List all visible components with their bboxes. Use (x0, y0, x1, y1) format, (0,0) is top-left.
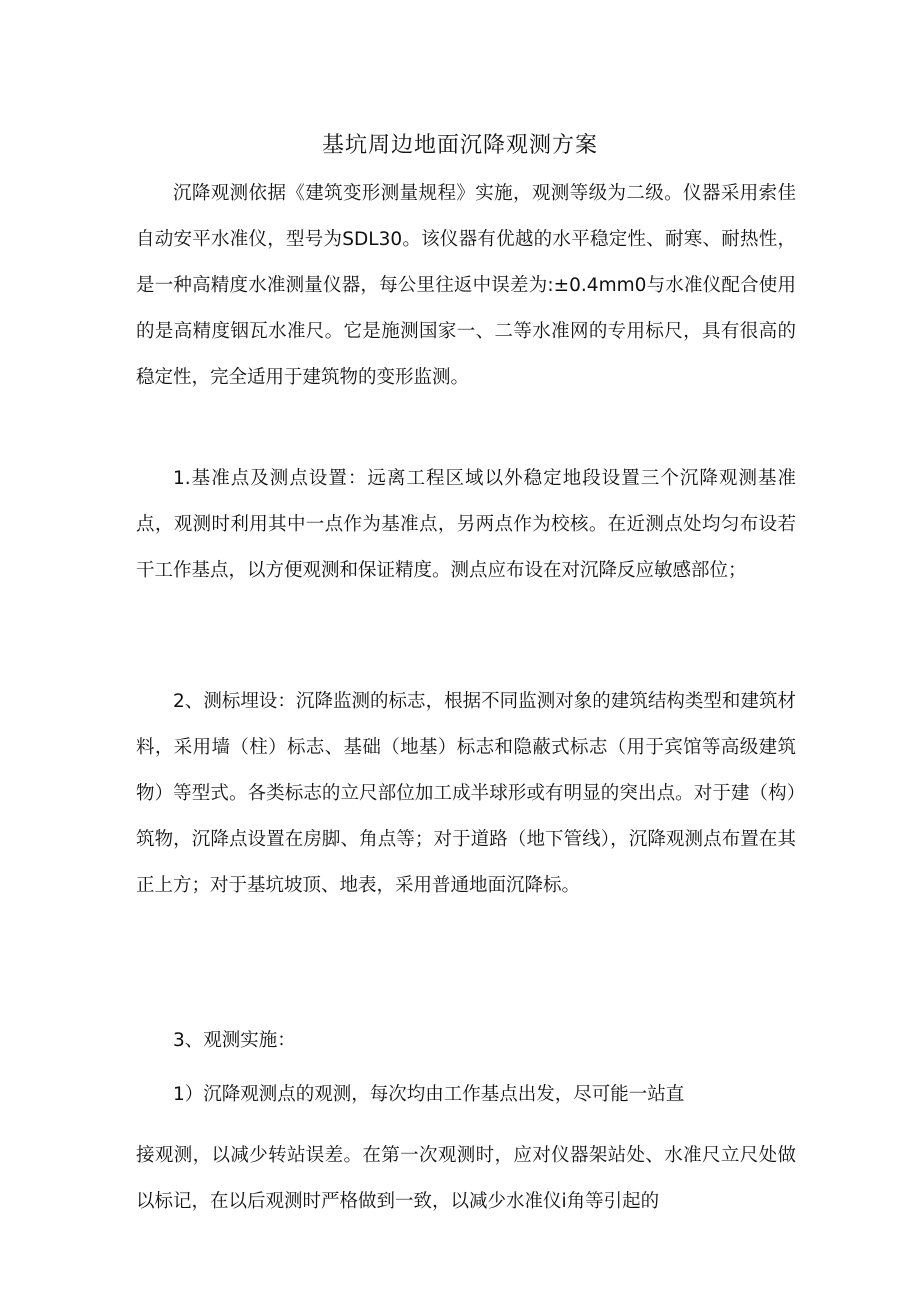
document-title: 基坑周边地面沉降观测方案 (321, 133, 598, 158)
paragraph-intro: 沉降观测依据《建筑变形测量规程》实施，观测等级为二级。仪器采用索佳自动安平水准仪，型号为SDL30。该仪器有优越的水平稳定性、耐寒、耐热性，是一种高精度水准测量仪器，每公里往返中误差为:±0.4mm0与水准仪配合使用的是高精度铟瓦水准尺。它是施测国家一、二等水准网的专用标尺，具有很高的稳定性，完全适用于建筑物的变形监测。 (136, 183, 796, 388)
paragraph-item-2: 2、测标埋设：沉降监测的标志，根据不同监测对象的建筑结构类型和建筑材料，采用墙（柱）标志、基础（地基）标志和隐蔽式标志（用于宾馆等高级建筑物）等型式。各类标志的立尺部位加工成半球形或有明显的突出点。对于建（构）筑物，沉降点设置在房脚、角点等；对于道路（地下管线），沉降观测点布置在其正上方；对于基坑坡顶、地表，采用普通地面沉降标。 (136, 691, 796, 896)
paragraph-item-1: 1.基准点及测点设置：远离工程区域以外稳定地段设置三个沉降观测基准点，观测时利用其中一点作为基准点，另两点作为校核。在近测点处均匀布设若干工作基点，以方便观测和保证精度。测点应布设在对沉降反应敏感部位； (136, 468, 796, 581)
paragraph-item-3: 3、观测实施： (173, 1030, 296, 1051)
paragraph-subitem-1-continuation: 接观测，以减少转站误差。在第一次观测时，应对仪器架站处、水准尺立尺处做以标记，在以后观测时严格做到一致，以减少水准仪i角等引起的 (136, 1145, 796, 1212)
paragraph-subitem-1-start: 1）沉降观测点的观测，每次均由工作基点出发，尽可能一站直 (173, 1084, 685, 1105)
